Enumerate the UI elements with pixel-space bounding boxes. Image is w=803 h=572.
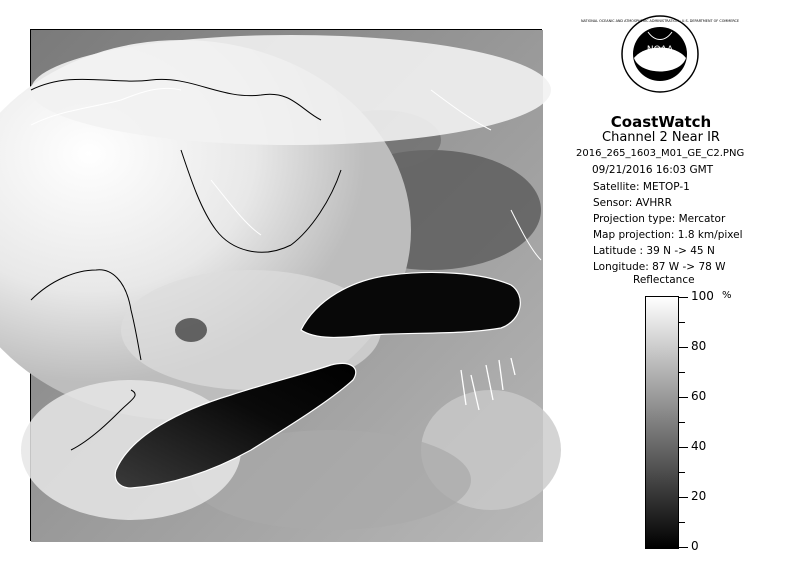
- noaa-logo-ring-text: NATIONAL OCEANIC AND ATMOSPHERIC ADMINISTRATION · U.S. DEPARTMENT OF COMMERCE: [580, 19, 740, 23]
- colorbar-tick: [679, 497, 688, 498]
- longitude-label: Longitude: 87 W -> 78 W: [593, 261, 726, 273]
- filename-label: 2016_265_1603_M01_GE_C2.PNG: [576, 148, 745, 159]
- satellite-image: [30, 29, 542, 541]
- colorbar-tick-label: 80: [691, 339, 707, 353]
- datetime-label: 09/21/2016 16:03 GMT: [592, 164, 714, 176]
- colorbar-tick-label: 40: [691, 439, 707, 453]
- colorbar-tick: [679, 347, 688, 348]
- satellite-label: Satellite: METOP-1: [593, 181, 690, 193]
- projection-type-label: Projection type: Mercator: [593, 213, 726, 225]
- colorbar-tick: [679, 447, 688, 448]
- colorbar-tick: [679, 297, 688, 298]
- colorbar-tick: [679, 322, 685, 323]
- noaa-logo-text: NOAA: [646, 45, 674, 55]
- sensor-label: Sensor: AVHRR: [593, 197, 672, 209]
- colorbar-tick-label: 20: [691, 489, 707, 503]
- colorbar-tick-label: 100: [691, 289, 714, 303]
- colorbar-tick: [679, 472, 685, 473]
- colorbar-tick-label: 0: [691, 539, 699, 553]
- channel-title: Channel 2 Near IR: [602, 130, 720, 145]
- brand-title: CoastWatch: [610, 113, 712, 131]
- colorbar-title: Reflectance: [633, 274, 695, 286]
- noaa-logo: [580, 14, 740, 94]
- colorbar-tick: [679, 522, 685, 523]
- map-projection-label: Map projection: 1.8 km/pixel: [593, 229, 743, 241]
- colorbar-unit: %: [722, 290, 732, 301]
- colorbar-tick: [679, 547, 688, 548]
- colorbar-tick: [679, 397, 688, 398]
- colorbar-tick: [679, 422, 685, 423]
- colorbar-tick: [679, 372, 685, 373]
- colorbar-tick-label: 60: [691, 389, 707, 403]
- reflectance-colorbar: [645, 296, 679, 549]
- latitude-label: Latitude : 39 N -> 45 N: [593, 245, 715, 257]
